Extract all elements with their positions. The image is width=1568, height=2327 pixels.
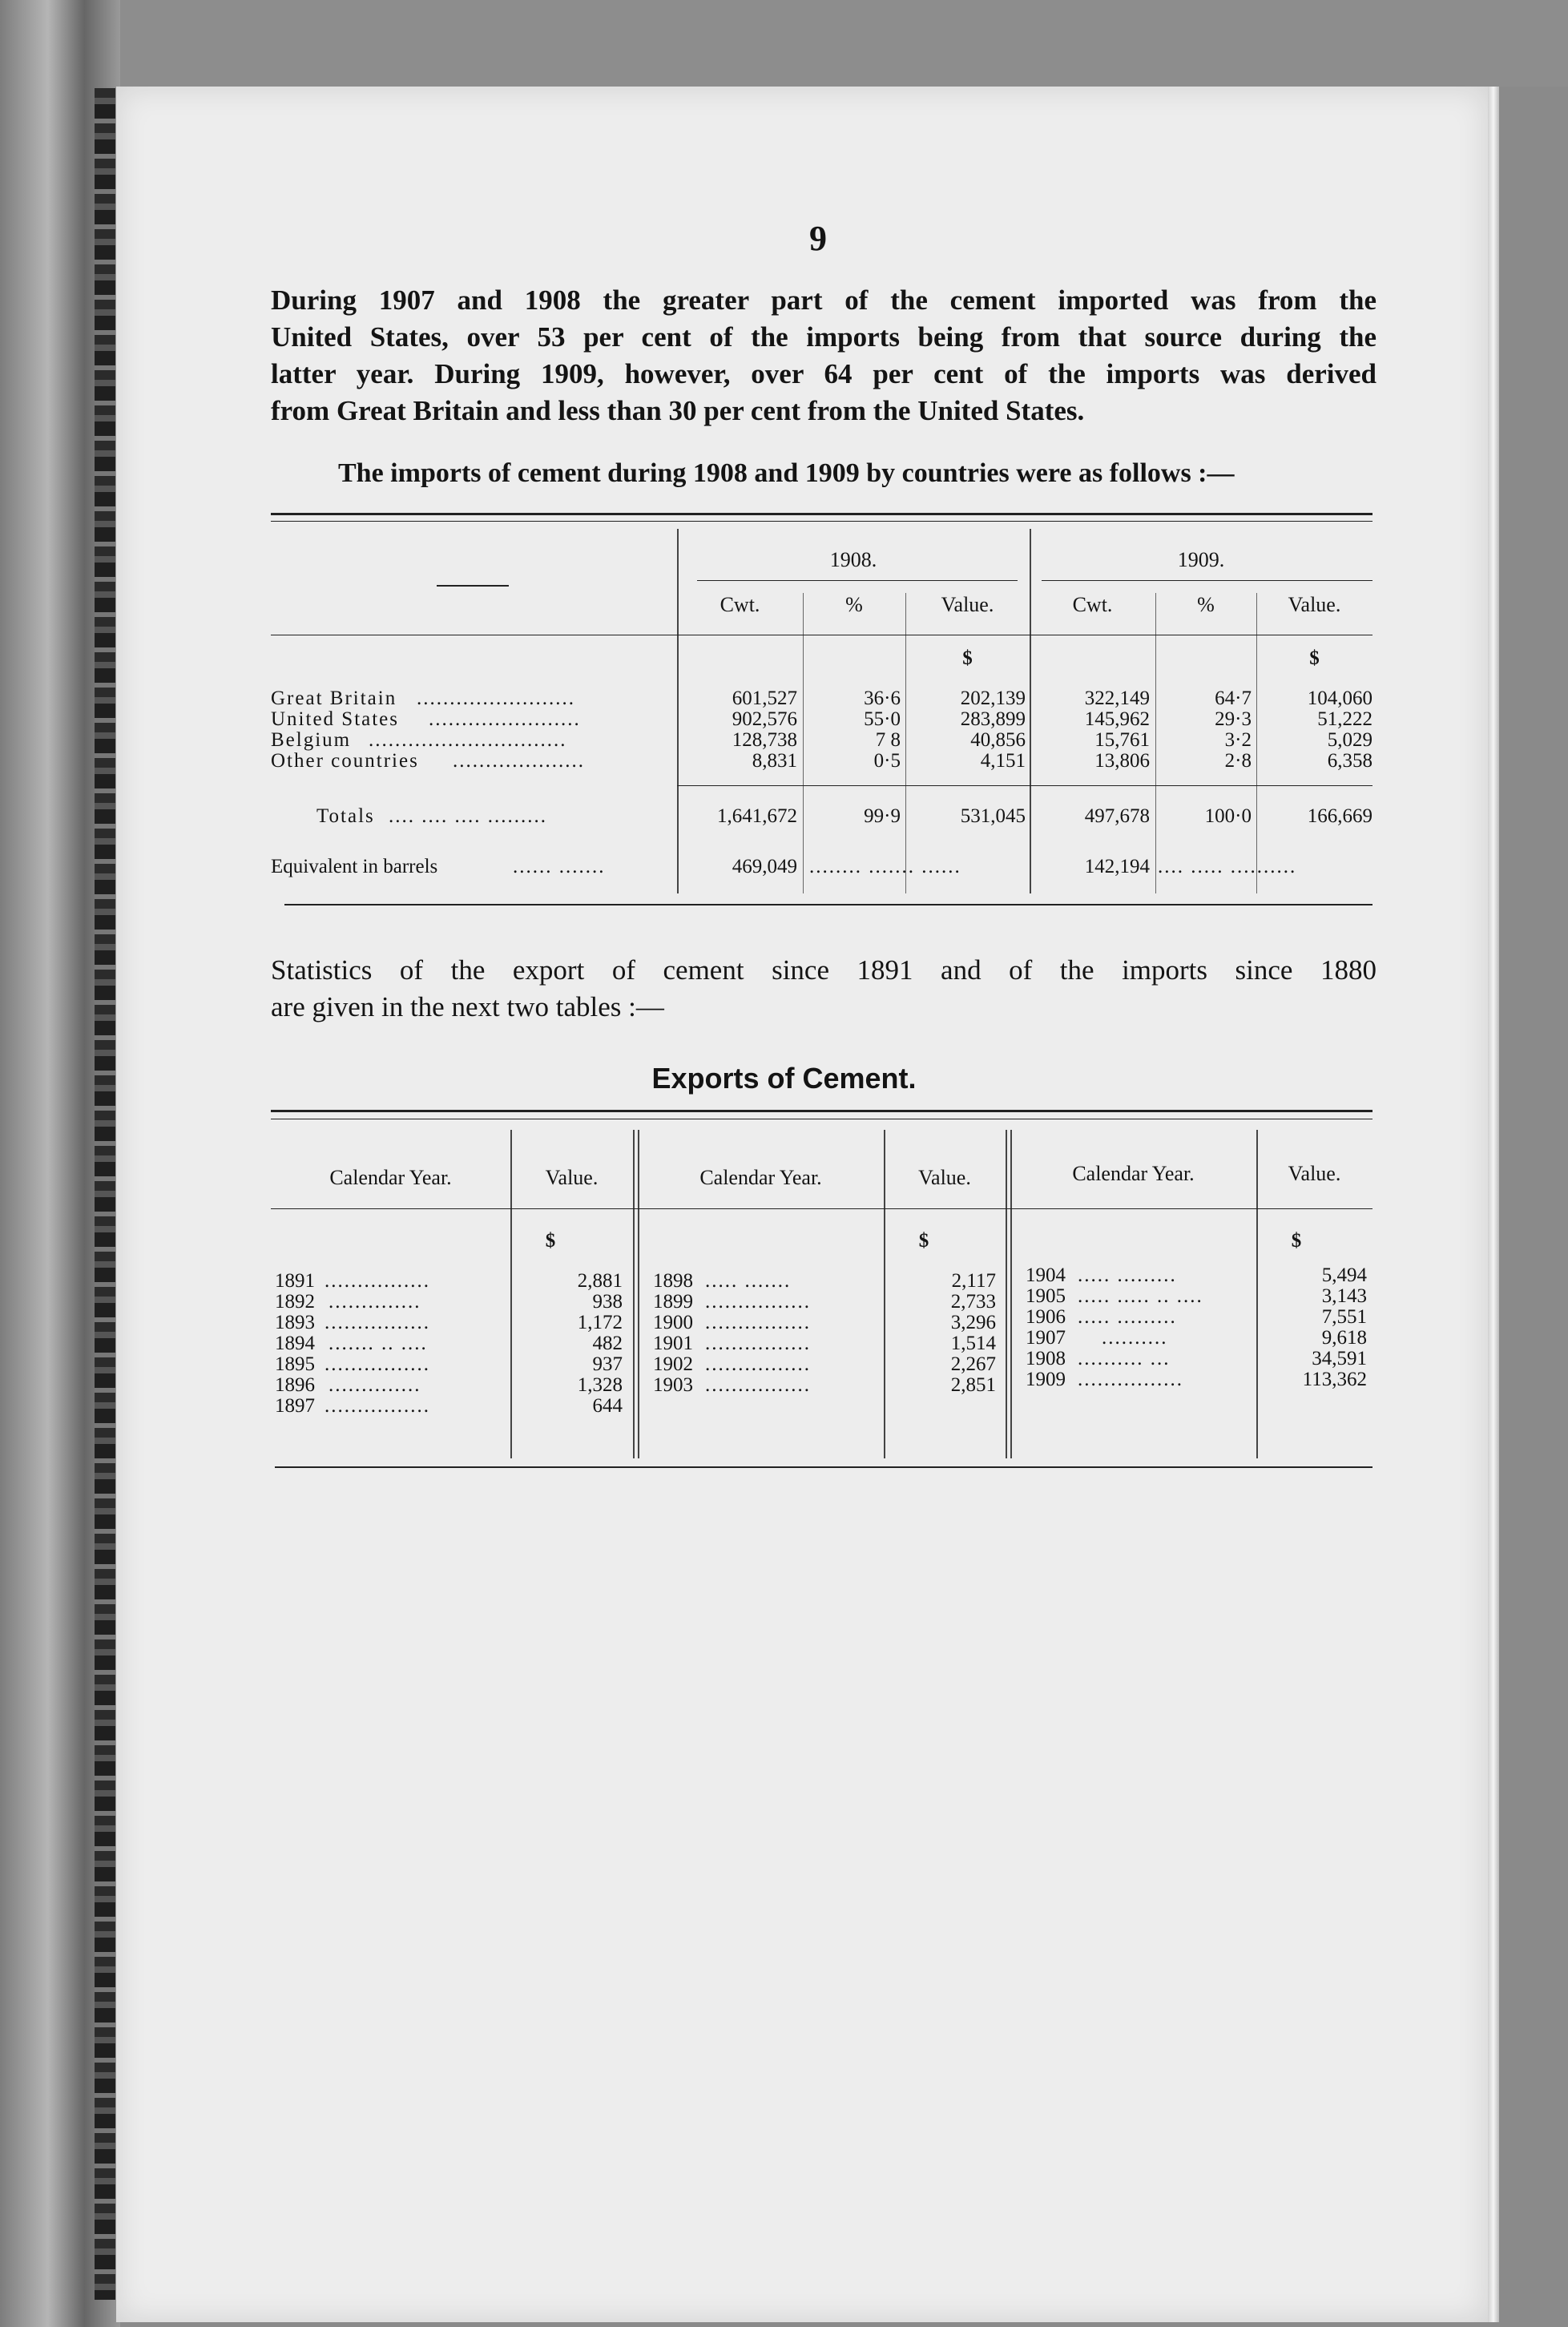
leader-dots: .................... — [453, 750, 585, 772]
leader-dots: ................ — [705, 1291, 811, 1313]
leader-dots: ........ ....... ...... — [809, 856, 961, 877]
leader-dots: .............................. — [369, 729, 567, 751]
year: 1898 — [653, 1270, 693, 1292]
exports-header-rule — [271, 1208, 1373, 1209]
value: 644 — [592, 1395, 623, 1417]
header-value: Value. — [918, 1166, 971, 1189]
barrels-1908: 469,049 — [732, 856, 797, 877]
cwt-1908: 128,738 — [732, 729, 797, 751]
leader-dots: ................ — [324, 1395, 430, 1417]
dollar-sign: $ — [1309, 647, 1320, 669]
totals-rule — [677, 785, 1373, 786]
header-calendar-year: Calendar Year. — [329, 1166, 452, 1189]
paragraph-1 — [271, 282, 1377, 430]
value: 2,881 — [577, 1270, 623, 1292]
page-right-edge — [1488, 87, 1499, 2322]
leader-dots: ....................... — [429, 708, 581, 730]
leader-dots: .... .... .... ......... — [389, 805, 547, 827]
value-1908: 202,139 — [960, 688, 1026, 709]
header-cwt: Cwt. — [720, 593, 760, 616]
pct-1909: 29·3 — [1215, 708, 1252, 730]
value: 482 — [592, 1333, 623, 1354]
scan-top-margin — [116, 0, 1568, 87]
row-label: Belgium — [271, 729, 352, 751]
leader-dots: ..... ......... — [1078, 1264, 1177, 1286]
page-number: 9 — [809, 219, 827, 258]
pct-1908: 55·0 — [864, 708, 901, 730]
value-1908: 40,856 — [970, 729, 1026, 751]
header-year-1908: 1908. — [829, 548, 877, 571]
leader-dots: ...... ....... — [513, 856, 606, 877]
imports-top-rule — [271, 513, 1373, 515]
exports-bottom-rule — [275, 1466, 1373, 1468]
year: 1908 — [1026, 1348, 1066, 1369]
year: 1903 — [653, 1374, 693, 1396]
leader-dots: ................ — [1078, 1369, 1183, 1390]
imports-intro: The imports of cement during 1908 and 1909 by countries were as follows :— — [338, 458, 1235, 488]
year: 1900 — [653, 1312, 693, 1333]
row-label: Totals — [316, 805, 375, 827]
row-label: Equivalent in barrels — [271, 856, 438, 877]
leader-dots: ........................ — [417, 688, 575, 709]
year: 1896 — [275, 1374, 315, 1396]
dollar-sign: $ — [962, 647, 973, 669]
paragraph-1-line: United States, over 53 per cent of the imports being from that source during the — [271, 321, 1377, 353]
exports-divider — [633, 1130, 635, 1458]
value: 113,362 — [1302, 1369, 1367, 1390]
leader-dots: .............. — [329, 1291, 421, 1313]
row-label: Other countries — [271, 750, 419, 772]
dollar-sign: $ — [545, 1230, 556, 1252]
leader-dots: .......... ... — [1078, 1348, 1171, 1369]
leader-dots: ..... ....... — [705, 1270, 792, 1292]
header-year-1909: 1909. — [1177, 548, 1225, 571]
paragraph-2 — [271, 952, 1377, 1026]
leader-dots: .......... — [1102, 1327, 1168, 1349]
value: 34,591 — [1312, 1348, 1367, 1369]
leader-dots: ................ — [705, 1374, 811, 1396]
year: 1901 — [653, 1333, 693, 1354]
value: 2,733 — [950, 1291, 996, 1313]
year: 1906 — [1026, 1306, 1066, 1328]
year: 1892 — [275, 1291, 315, 1313]
value-1909: 104,060 — [1307, 688, 1373, 709]
header-rule — [697, 580, 1018, 581]
leader-dots: .... ..... .......... — [1158, 856, 1297, 877]
row-label: United States — [271, 708, 400, 730]
year: 1895 — [275, 1353, 315, 1375]
year: 1899 — [653, 1291, 693, 1313]
leader-dots: ................ — [324, 1312, 430, 1333]
header-percent: % — [1197, 593, 1215, 616]
leader-dots: ..... ......... — [1078, 1306, 1177, 1328]
value: 937 — [592, 1353, 623, 1375]
exports-top-rule — [271, 1110, 1373, 1112]
header-value: Value. — [1288, 593, 1341, 616]
leader-dots: ................ — [705, 1312, 811, 1333]
paragraph-1-line: latter year. During 1909, however, over 64 per cent of the imports was derived — [271, 358, 1377, 389]
dollar-sign: $ — [1291, 1230, 1302, 1252]
leader-dots: ................ — [324, 1270, 430, 1292]
year: 1902 — [653, 1353, 693, 1375]
value-1909: 51,222 — [1317, 708, 1373, 730]
paragraph-2-line: Statistics of the export of cement since 1891 and of the imports since 1880 — [271, 954, 1377, 986]
exports-title: Exports of Cement. — [651, 1062, 917, 1095]
exports-divider — [1006, 1130, 1007, 1458]
leader-dots: ....... .. .... — [329, 1333, 428, 1354]
value: 3,143 — [1321, 1285, 1367, 1307]
pct-1909: 3·2 — [1224, 729, 1252, 751]
pct-1909: 2·8 — [1224, 750, 1252, 772]
paragraph-2-line: are given in the next two tables :— — [271, 991, 664, 1022]
header-calendar-year: Calendar Year. — [699, 1166, 822, 1189]
year: 1909 — [1026, 1369, 1066, 1390]
book-binding-edge — [95, 88, 115, 2300]
stub-dash — [437, 585, 509, 587]
value: 5,494 — [1321, 1264, 1367, 1286]
value: 1,514 — [950, 1333, 996, 1354]
header-percent: % — [845, 593, 863, 616]
pct-1908: 0·5 — [873, 750, 901, 772]
value: 1,172 — [577, 1312, 623, 1333]
value: 7,551 — [1321, 1306, 1367, 1328]
header-cwt: Cwt. — [1072, 593, 1113, 616]
barrels-1909: 142,194 — [1084, 856, 1150, 877]
value: 2,851 — [950, 1374, 996, 1396]
cwt-1909: 15,761 — [1094, 729, 1150, 751]
value-1908: 283,899 — [960, 708, 1026, 730]
imports-top-rule — [271, 521, 1373, 522]
imports-bottom-rule — [284, 904, 1373, 905]
cwt-1909-total: 497,678 — [1084, 805, 1150, 827]
pct-1909-total: 100·0 — [1204, 805, 1252, 827]
year: 1894 — [275, 1333, 315, 1354]
value: 2,117 — [951, 1270, 996, 1292]
cwt-1908: 8,831 — [752, 750, 797, 772]
cwt-1909: 13,806 — [1094, 750, 1150, 772]
leader-dots: ..... ..... .. .... — [1078, 1285, 1203, 1307]
pct-1908: 7 8 — [875, 729, 901, 751]
leader-dots: ................ — [705, 1353, 811, 1375]
year: 1904 — [1026, 1264, 1066, 1286]
year: 1891 — [275, 1270, 315, 1292]
header-value: Value. — [1288, 1162, 1341, 1185]
cwt-1909: 145,962 — [1084, 708, 1150, 730]
year: 1893 — [275, 1312, 315, 1333]
pct-1908: 36·6 — [864, 688, 901, 709]
header-value: Value. — [545, 1166, 599, 1189]
value: 9,618 — [1321, 1327, 1367, 1349]
year: 1897 — [275, 1395, 315, 1417]
year: 1907 — [1026, 1327, 1066, 1349]
row-label: Great Britain — [271, 688, 397, 709]
value: 3,296 — [950, 1312, 996, 1333]
header-value: Value. — [941, 593, 994, 616]
year: 1905 — [1026, 1285, 1066, 1307]
pct-1909: 64·7 — [1215, 688, 1252, 709]
cwt-1908: 902,576 — [732, 708, 797, 730]
paragraph-1-line: from Great Britain and less than 30 per cent from the United States. — [271, 395, 1085, 426]
cwt-1908-total: 1,641,672 — [717, 805, 797, 827]
value-1909: 6,358 — [1327, 750, 1373, 772]
value-1908-total: 531,045 — [960, 805, 1026, 827]
cwt-1908: 601,527 — [732, 688, 797, 709]
dollar-sign: $ — [918, 1230, 929, 1252]
paragraph-1-line: During 1907 and 1908 the greater part of the cement imported was from the — [271, 284, 1377, 316]
value: 2,267 — [950, 1353, 996, 1375]
header-calendar-year: Calendar Year. — [1072, 1162, 1195, 1185]
value-1908: 4,151 — [980, 750, 1026, 772]
leader-dots: ................ — [705, 1333, 811, 1354]
value: 938 — [592, 1291, 623, 1313]
leader-dots: .............. — [329, 1374, 421, 1396]
value: 1,328 — [577, 1374, 623, 1396]
value-1909-total: 166,669 — [1307, 805, 1373, 827]
header-rule — [1042, 580, 1373, 581]
leader-dots: ................ — [324, 1353, 430, 1375]
pct-1908-total: 99·9 — [864, 805, 901, 827]
value-1909: 5,029 — [1327, 729, 1373, 751]
cwt-1909: 322,149 — [1084, 688, 1150, 709]
